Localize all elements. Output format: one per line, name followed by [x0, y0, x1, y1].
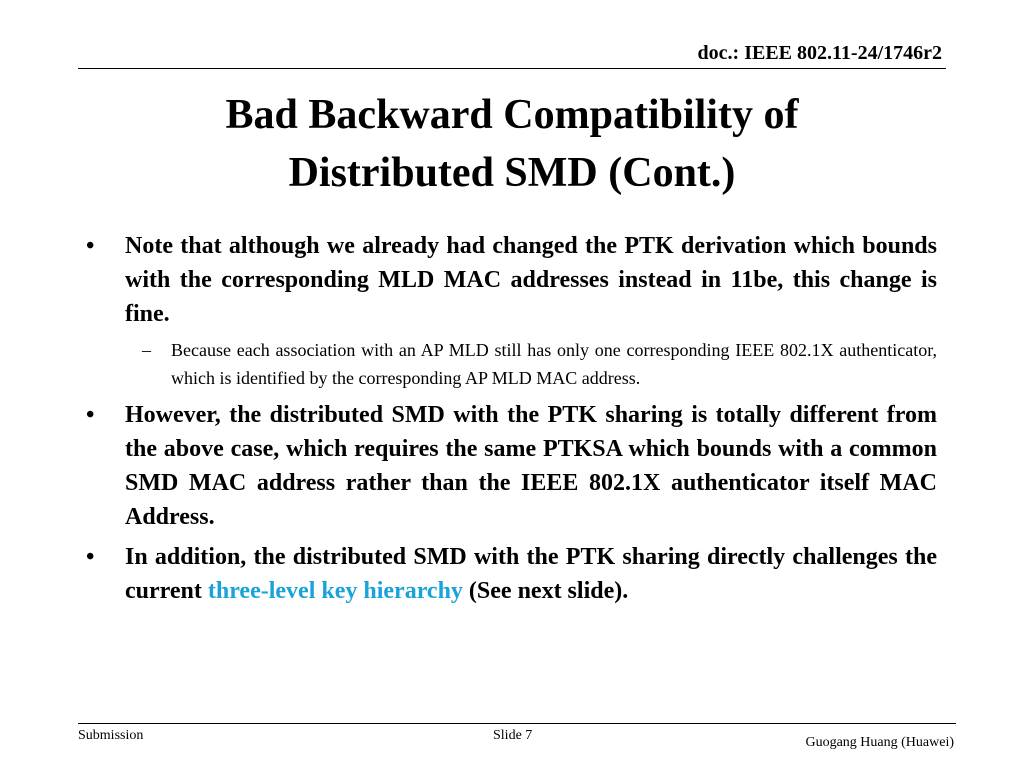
- bullet-marker: •: [86, 402, 95, 428]
- sub-bullet-text: Because each association with an AP MLD still has only one corresponding IEEE 802.1X authenticator, which is identified by the corresponding AP MLD MAC address.: [171, 340, 937, 388]
- slide-body: [86, 229, 937, 614]
- slide-title-line-1: Bad Backward Compatibility of: [225, 92, 799, 138]
- footer-author: Guogang Huang (Huawei): [805, 735, 954, 750]
- bullet-item-3: [86, 540, 937, 608]
- footer-submission: Submission: [78, 728, 144, 743]
- key-hierarchy-link[interactable]: three-level key hierarchy: [207, 578, 463, 604]
- bullet-item-1: [86, 229, 937, 331]
- footer-divider: [78, 723, 956, 724]
- bullet-item-2: [86, 398, 937, 534]
- bullet-text: Note that although we already had changed the PTK derivation which bounds with the corresponding MLD MAC addresses instead in 11be, this change is fine.: [125, 233, 937, 327]
- bullet-marker: •: [86, 544, 95, 570]
- slide-title-line-2: Distributed SMD (Cont.): [288, 150, 736, 196]
- header-divider: [78, 68, 946, 69]
- bullet-marker: •: [86, 233, 95, 259]
- bullet-text-after-link: (See next slide).: [462, 578, 629, 604]
- sub-bullet-item-1: [86, 337, 937, 392]
- document-id: doc.: IEEE 802.11-24/1746r2: [697, 42, 942, 64]
- sub-bullet-marker: –: [142, 340, 151, 360]
- bullet-text: However, the distributed SMD with the PTK sharing is totally different from the above case, which requires the same PTKSA which bounds with a common SMD MAC address rather than the IEEE 802.1X authenticator itself MAC Address.: [125, 402, 937, 530]
- footer-slide-number: Slide 7: [493, 728, 533, 743]
- bullet-text-before-link: In addition, the distributed SMD with the PTK sharing directly challenges the current: [125, 544, 937, 604]
- slide-title: [120, 86, 904, 202]
